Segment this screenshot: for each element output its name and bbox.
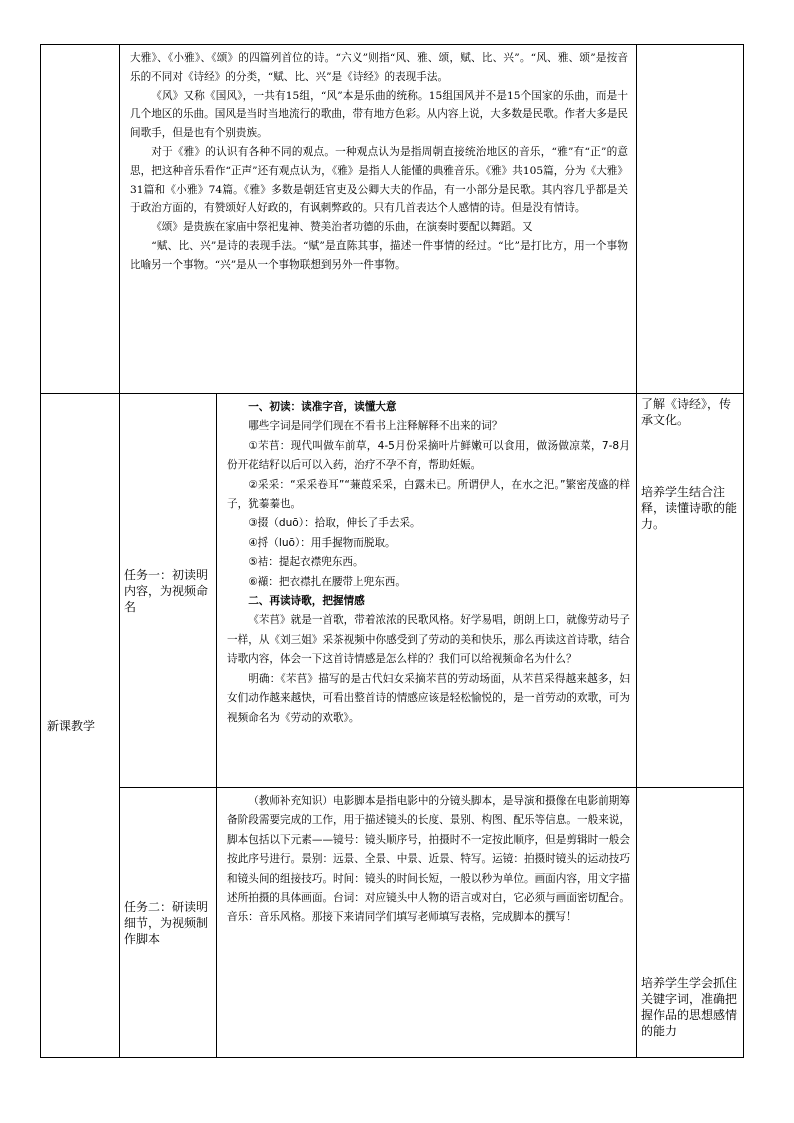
vocab-item: ②采采：“采采卷耳”“蒹葭采采，白露未已。所谓伊人，在水之汜。”繁密茂盛的样子，犹蓁蓁也。 bbox=[227, 478, 631, 511]
empty-section-cell bbox=[41, 45, 120, 394]
section-label-cell bbox=[41, 394, 120, 1058]
task2-label: 任务二：研读明细节，为视频制作脚本 bbox=[124, 899, 209, 946]
task2-label-cell bbox=[120, 788, 217, 1058]
knowledge-paragraph: “赋、比、兴”是诗的表现手法。“赋”是直陈其事，描述一件事情的经过。“比”是打比方，用一个事物比喻另一个事物。“兴”是从一个事物联想到另外一件事物。 bbox=[130, 239, 629, 271]
task1-heading2: 二、再读诗歌，把握情感 bbox=[248, 595, 365, 608]
task1-row bbox=[41, 394, 744, 788]
knowledge-paragraph: 大雅》、《小雅》、《颂》的四篇列首位的诗。“六义”则指“风、雅、颂，赋、比、兴”。“风、雅、颂”是按音乐的不同对《诗经》的分类，“赋、比、兴”是《诗经》的表现手法。 bbox=[130, 52, 629, 83]
task1-answer: 明确：《芣苢》描写的是古代妇女采摘芣苢的劳动场面，从芣苢采得越来越多，妇女们动作越来越快，可看出整首诗的情感应该是轻松愉悦的，是一首劳动的欢歌，可为视频命名为《劳动的欢歌》。 bbox=[227, 672, 631, 724]
task2-content-cell bbox=[217, 788, 637, 1058]
background-knowledge-row bbox=[41, 45, 744, 394]
task1-content-cell bbox=[217, 394, 637, 788]
vocab-item: ④捋（luō）：用手握物而脱取。 bbox=[248, 536, 396, 549]
section-label: 新课教学 bbox=[47, 718, 96, 733]
knowledge-paragraph: 《颂》是贵族在家庙中祭祀鬼神、赞美治者功德的乐曲，在演奏时要配以舞蹈。又 bbox=[151, 221, 533, 234]
task1-goal1: 了解《诗经》，传承文化。 bbox=[641, 397, 732, 427]
task1-goal2: 培养学生结合注释，读懂诗歌的能力。 bbox=[641, 485, 738, 531]
task1-label: 任务一：初读明内容，为视频命名 bbox=[124, 567, 209, 614]
background-knowledge-cell bbox=[120, 45, 637, 394]
vocab-item: ①芣苢：现代叫做车前草，4-5月份采摘叶片鲜嫩可以食用，做汤做凉菜，7-8月份开花结籽以后可以入药，治疗不孕不育，帮助妊娠。 bbox=[227, 439, 631, 472]
vocab-item: ③掇（duō）：拾取，伸长了手去采。 bbox=[248, 517, 421, 530]
task1-label-cell bbox=[120, 394, 217, 788]
task1-goal-cell bbox=[637, 394, 744, 788]
vocab-item: ⑤袺：提起衣襟兜东西。 bbox=[248, 556, 364, 569]
task2-goal: 培养学生学会抓住关键字词，准确把握作品的思想感情的能力 bbox=[641, 976, 738, 1038]
task1-paragraph: 《芣苢》就是一首歌，带着浓浓的民歌风格。好学易唱，朗朗上口，就像劳动号子一样，从《刘三姐》采茶视频中你感受到了劳动的美和快乐，那么再读这首诗歌，结合诗歌内容，体会一下这首诗情感是怎么样的？我们可以给视频命名为什么？ bbox=[227, 614, 631, 666]
vocab-item: ⑥襭：把衣襟扎在腰带上兜东西。 bbox=[248, 575, 406, 588]
task2-goal-cell bbox=[637, 788, 744, 1058]
task2-paragraph: （教师补充知识）电影脚本是指电影中的分镜头脚本，是导演和摄像在电影前期筹备阶段需要完成的工作，用于描述镜头的长度、景别、构图、配乐等信息。一般来说，脚本包括以下元素——镜号：镜头顺序号，拍摄时不一定按此顺序，但是剪辑时一般会按此序号进行。景别：远景、全景、中景、近景、特写。运镜：拍摄时镜头的运动技巧和镜头间的组接技巧。时间：镜头的时间长短，一般以秒为单位。画面内容，用文字描述所拍摄的具体画面。台词：对应镜头中人物的语言或对白，它必须与画面密切配合。音乐：音乐风格。那接下来请同学们填写老师填写表格，完成脚本的撰写！ bbox=[227, 795, 631, 924]
lesson-plan-table bbox=[40, 44, 744, 1058]
empty-goal-cell bbox=[637, 45, 744, 394]
task1-heading1: 一、初读：读准字音，读懂大意 bbox=[248, 401, 397, 413]
knowledge-paragraph: 对于《雅》的认识有各种不同的观点。一种观点认为是指周朝直接统治地区的音乐，“雅”有“正”的意思，把这种音乐看作“正声”还有观点认为，《雅》是指人人能懂的典雅音乐。《雅》共105篇，分为《大雅》31篇和《小雅》74篇。《雅》多数是朝廷官吏及公卿大夫的作品，有一小部分是民歌。其内容几乎都是关于政治方面的，有赞颂好人好政的，有讽刺弊政的。只有几首表达个人感情的诗。但是没有情诗。 bbox=[130, 145, 629, 215]
task2-row bbox=[41, 788, 744, 1058]
knowledge-paragraph: 《风》又称《国风》，一共有15组，“风”本是乐曲的统称。15组国风并不是15个国家的乐曲，而是十几个地区的乐曲。国风是当时当地流行的歌曲，带有地方色彩。从内容上说，大多数是民歌。作者大多是民间歌手，但是也有个别贵族。 bbox=[130, 89, 629, 140]
task1-question: 哪些字词是同学们现在不看书上注释解释不出来的词？ bbox=[248, 420, 503, 433]
